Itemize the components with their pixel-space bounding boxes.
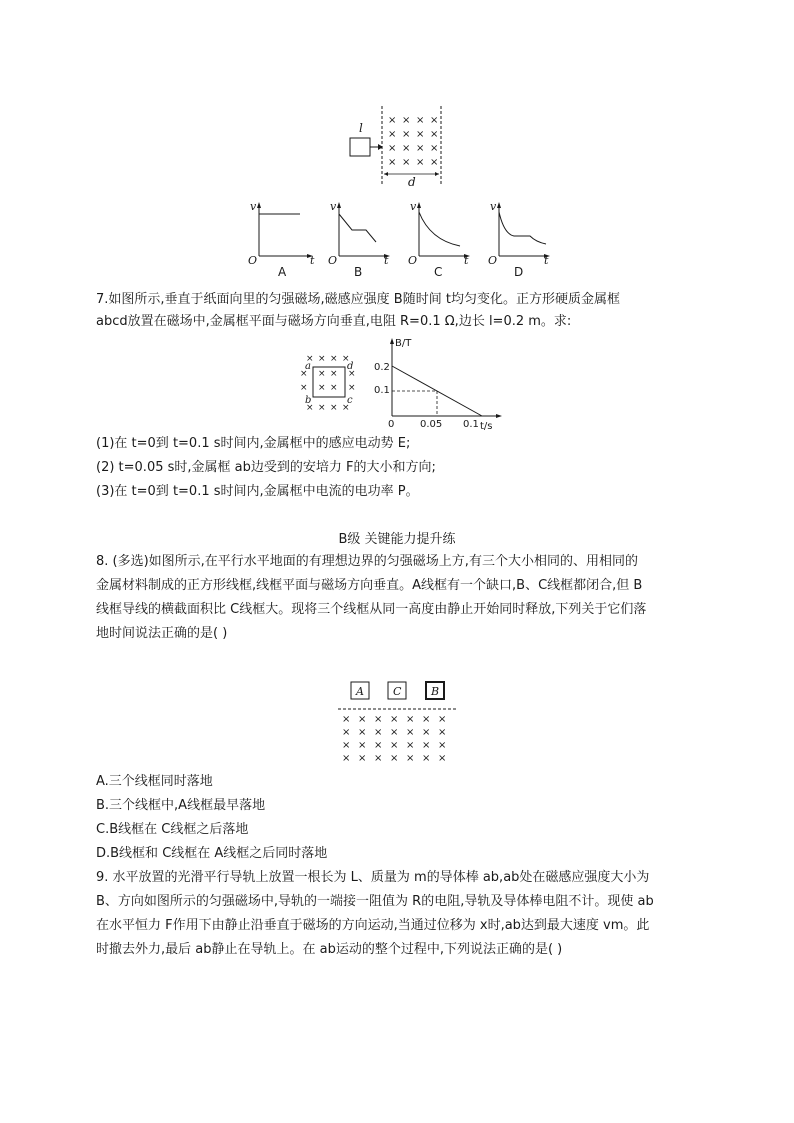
q8-frames-figure — [336, 680, 460, 764]
svg-text:×: × — [342, 403, 350, 413]
svg-text:×: × — [374, 753, 383, 764]
svg-text:×: × — [330, 403, 338, 413]
svg-text:×: × — [402, 143, 411, 154]
svg-text:×: × — [374, 714, 383, 725]
q8-line-2: 金属材料制成的正方形线框,线框平面与磁场方向垂直。A线框有一个缺口,B、C线框都闭合,但 B — [96, 578, 643, 593]
bt-origin: 0 — [388, 419, 395, 430]
bt-xtick-0.1: 0.1 — [463, 419, 479, 430]
q8-line-1: 8. (多选)如图所示,在平行水平地面的有理想边界的匀强磁场上方,有三个大小相同的、用相同的 — [96, 554, 638, 569]
svg-text:×: × — [342, 354, 350, 364]
q8-option-d: D.B线框和 C线框在 A线框之后同时落地 — [96, 846, 328, 861]
graph-c-caption: C — [434, 265, 443, 278]
svg-text:C: C — [393, 685, 402, 698]
graph-a — [248, 200, 315, 278]
svg-text:×: × — [318, 403, 326, 413]
svg-text:×: × — [374, 740, 383, 751]
graph-d-caption: D — [514, 265, 524, 278]
section-b-heading: B级 关键能力提升练 — [338, 532, 456, 547]
svg-text:×: × — [422, 714, 431, 725]
svg-text:t: t — [384, 254, 389, 267]
svg-text:×: × — [390, 714, 399, 725]
svg-text:×: × — [358, 753, 367, 764]
svg-text:×: × — [406, 740, 415, 751]
corner-c: c — [347, 395, 353, 406]
svg-text:×: × — [342, 753, 351, 764]
svg-text:×: × — [300, 369, 308, 379]
q9-line-3: 在水平恒力 F作用下由静止沿垂直于磁场的方向运动,当通过位移为 x时,ab达到最大速度 vm。此 — [96, 918, 650, 933]
graph-a-caption: A — [278, 265, 287, 278]
corner-a: a — [305, 361, 311, 372]
svg-text:×: × — [416, 157, 425, 168]
corner-b: b — [305, 395, 312, 406]
q8-line-4: 地时间说法正确的是( ) — [96, 626, 228, 641]
width-label-d: d — [408, 175, 416, 189]
svg-text:×: × — [330, 369, 338, 379]
svg-text:×: × — [422, 727, 431, 738]
bt-ylabel: B/T — [395, 338, 412, 349]
field-crosses — [388, 115, 438, 168]
svg-text:×: × — [422, 740, 431, 751]
svg-text:×: × — [318, 369, 326, 379]
svg-text:×: × — [438, 727, 447, 738]
svg-text:×: × — [430, 157, 439, 168]
svg-text:×: × — [348, 369, 356, 379]
graph-d-curve — [499, 212, 546, 244]
q7-sub-1: (1)在 t=0到 t=0.1 s时间内,金属框中的感应电动势 E; — [96, 436, 411, 451]
q7-sub-2: (2) t=0.05 s时,金属框 ab边受到的安培力 F的大小和方向; — [96, 460, 436, 475]
square-loop — [350, 138, 370, 156]
svg-text:O: O — [488, 254, 498, 267]
svg-text:×: × — [390, 740, 399, 751]
svg-text:×: × — [358, 740, 367, 751]
svg-text:×: × — [342, 740, 351, 751]
bt-ytick-0.2: 0.2 — [374, 362, 390, 373]
svg-text:v: v — [410, 200, 417, 213]
svg-text:×: × — [342, 727, 351, 738]
svg-text:×: × — [318, 354, 326, 364]
svg-text:O: O — [408, 254, 418, 267]
svg-text:×: × — [388, 129, 397, 140]
svg-text:×: × — [402, 157, 411, 168]
graph-b-curve — [339, 214, 376, 242]
svg-text:×: × — [330, 383, 338, 393]
svg-text:×: × — [422, 753, 431, 764]
svg-text:×: × — [358, 727, 367, 738]
svg-text:×: × — [388, 115, 397, 126]
svg-text:B: B — [431, 685, 440, 698]
q7-line-2: abcd放置在磁场中,金属框平面与磁场方向垂直,电阻 R=0.1 Ω,边长 l=0.2 m。求: — [96, 314, 572, 329]
q8-line-3: 线框导线的横截面积比 C线框大。现将三个线框从同一高度由静止开始同时释放,下列关于它们落 — [96, 602, 647, 617]
q8-option-c: C.B线框在 C线框之后落地 — [96, 822, 249, 837]
svg-text:O: O — [328, 254, 338, 267]
svg-text:×: × — [438, 740, 447, 751]
q6-loop-figure — [340, 104, 460, 190]
svg-text:t: t — [310, 254, 315, 267]
svg-text:×: × — [388, 143, 397, 154]
graph-c-curve — [419, 212, 460, 246]
q8-option-a: A.三个线框同时落地 — [96, 774, 213, 789]
svg-text:×: × — [306, 403, 314, 413]
graph-d — [488, 200, 550, 278]
bt-xlabel: t/s — [480, 421, 493, 430]
svg-text:×: × — [300, 383, 308, 393]
svg-text:×: × — [388, 157, 397, 168]
graph-b-caption: B — [354, 265, 363, 278]
bt-xtick-0.05: 0.05 — [420, 419, 443, 430]
q6-vt-graphs — [240, 198, 560, 278]
graph-b — [328, 200, 390, 278]
q7-bt-chart — [370, 336, 510, 430]
svg-text:×: × — [330, 354, 338, 364]
q7-sub-3: (3)在 t=0到 t=0.1 s时间内,金属框中电流的电功率 P。 — [96, 484, 419, 499]
bt-ytick-0.1: 0.1 — [374, 385, 390, 396]
svg-text:O: O — [248, 254, 258, 267]
svg-text:×: × — [402, 115, 411, 126]
svg-text:×: × — [402, 129, 411, 140]
svg-text:×: × — [406, 727, 415, 738]
svg-text:t: t — [464, 254, 469, 267]
svg-text:×: × — [406, 753, 415, 764]
svg-text:×: × — [390, 753, 399, 764]
q9-line-2: B、方向如图所示的匀强磁场中,导轨的一端接一阻值为 R的电阻,导轨及导体棒电阻不计。现使 ab — [96, 894, 654, 909]
svg-text:×: × — [390, 727, 399, 738]
corner-d: d — [347, 361, 354, 372]
svg-text:×: × — [374, 727, 383, 738]
svg-text:×: × — [406, 714, 415, 725]
svg-text:×: × — [348, 383, 356, 393]
svg-text:×: × — [358, 714, 367, 725]
q9-line-4: 时撤去外力,最后 ab静止在导轨上。在 ab运动的整个过程中,下列说法正确的是( ) — [96, 942, 563, 957]
svg-text:×: × — [416, 143, 425, 154]
svg-text:×: × — [416, 129, 425, 140]
svg-text:×: × — [342, 714, 351, 725]
svg-text:t: t — [544, 254, 549, 267]
svg-text:×: × — [430, 129, 439, 140]
svg-text:×: × — [438, 714, 447, 725]
svg-text:×: × — [416, 115, 425, 126]
svg-text:×: × — [438, 753, 447, 764]
svg-text:×: × — [430, 143, 439, 154]
svg-text:v: v — [490, 200, 497, 213]
svg-text:v: v — [250, 200, 257, 213]
svg-text:×: × — [430, 115, 439, 126]
svg-text:×: × — [318, 383, 326, 393]
q8-field-crosses — [342, 714, 446, 764]
q7-loop-figure — [298, 352, 368, 414]
graph-c — [408, 200, 470, 278]
q8-option-b: B.三个线框中,A线框最早落地 — [96, 798, 266, 813]
svg-text:A: A — [356, 685, 364, 698]
loop-label-l: l — [359, 121, 363, 135]
q7-line-1: 7.如图所示,垂直于纸面向里的匀强磁场,磁感应强度 B随时间 t均匀变化。正方形硬质金属框 — [96, 292, 620, 307]
svg-text:v: v — [330, 200, 337, 213]
svg-text:×: × — [306, 354, 314, 364]
q9-line-1: 9. 水平放置的光滑平行导轨上放置一根长为 L、质量为 m的导体棒 ab,ab处在磁感应强度大小为 — [96, 870, 650, 885]
